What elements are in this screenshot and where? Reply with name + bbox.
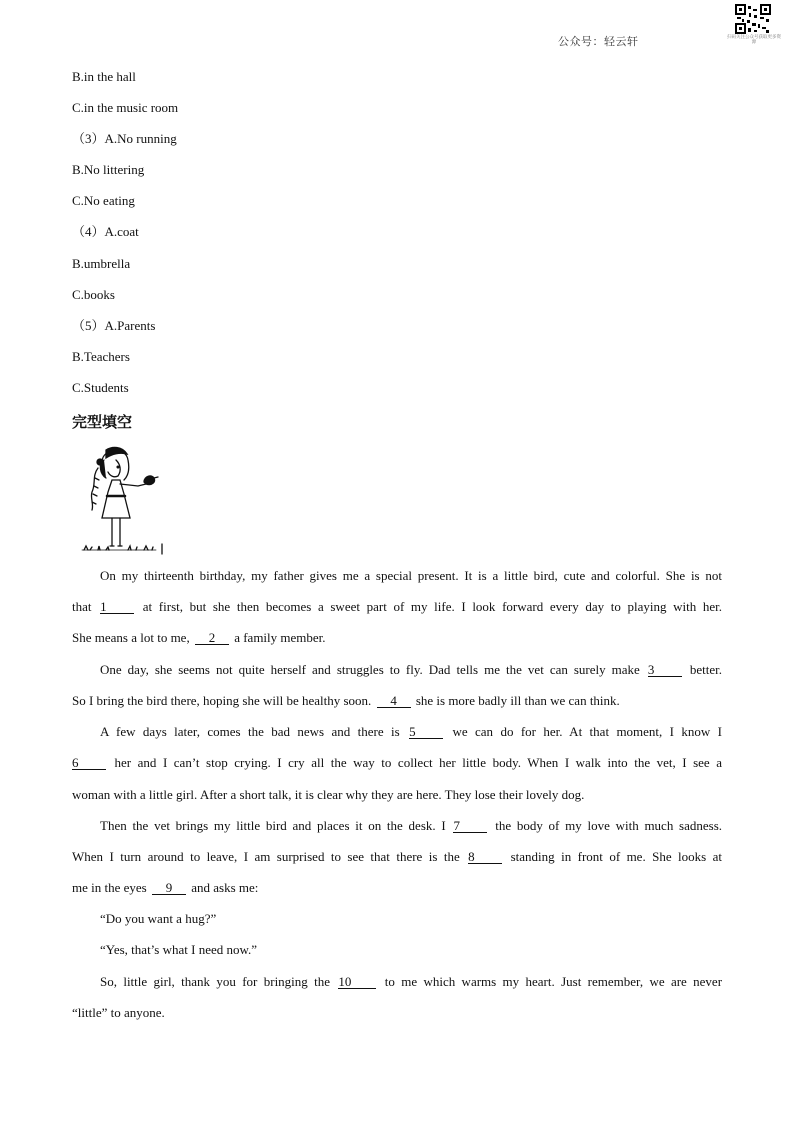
blank-10[interactable]: 10 [338, 975, 376, 989]
passage-text: She means a lot to me, [72, 630, 190, 645]
girl-with-bird-illustration [80, 440, 166, 560]
qr-code-icon [735, 4, 771, 34]
passage-text: she is more badly ill than we can think. [415, 693, 620, 708]
q3-option-a: （3）A.No running [72, 131, 177, 146]
passage-text: and asks me: [191, 880, 259, 895]
blank-6[interactable]: 6 [72, 756, 106, 770]
passage-text: On my thirteenth birthday, my father gives me a special present. It is a little bird, cute and colorful. She is not [100, 568, 722, 583]
passage-line-1 [100, 568, 722, 584]
option-c-music-room: C.in the music room [72, 100, 179, 115]
passage-quote-1 [100, 911, 722, 927]
passage-line-6 [100, 724, 722, 740]
passage-text: standing in front of me. She looks at [510, 849, 723, 864]
passage-line-10 [72, 849, 722, 865]
passage-line-2 [72, 599, 722, 615]
passage-text: a family member. [234, 630, 326, 645]
passage-line-8 [72, 787, 722, 803]
passage-text: “Yes, that’s what I need now.” [100, 942, 258, 957]
passage-line-15 [72, 1005, 722, 1021]
header-tag: 公众号：轻云轩 [558, 35, 639, 48]
passage-text: me in the eyes [72, 880, 147, 895]
passage-quote-2 [100, 942, 722, 958]
blank-9[interactable]: 9 [152, 881, 186, 895]
section-title: 完型填空 [72, 413, 133, 431]
passage-text: “little” to anyone. [72, 1005, 165, 1020]
passage-text: that [72, 599, 92, 614]
passage-text: One day, she seems not quite herself and struggles to fly. Dad tells me the vet can surely make [100, 662, 640, 677]
passage-line-3 [72, 630, 722, 646]
blank-2[interactable]: 2 [195, 631, 229, 645]
passage-line-5 [72, 693, 722, 709]
passage-text: the body of my love with much sadness. [495, 818, 723, 833]
passage-line-7 [72, 755, 722, 771]
qr-caption: 扫码关注公众号获取更多资源 [727, 35, 781, 45]
passage-text: Then the vet brings my little bird and places it on the desk. I [100, 818, 446, 833]
blank-1[interactable]: 1 [100, 600, 134, 614]
blank-5[interactable]: 5 [409, 725, 443, 739]
passage-text: When I turn around to leave, I am surprised to see that there is the [72, 849, 460, 864]
passage-text: “Do you want a hug?” [100, 911, 217, 926]
q5-option-a: （5）A.Parents [72, 318, 156, 333]
q5-option-c: C.Students [72, 380, 129, 395]
passage-text: we can do for her. At that moment, I know I [452, 724, 723, 739]
passage-line-11 [72, 880, 722, 896]
q4-option-c: C.books [72, 287, 115, 302]
passage-text: So, little girl, thank you for bringing the [100, 974, 331, 989]
q4-option-a: （4）A.coat [72, 224, 139, 239]
passage-text: woman with a little girl. After a short talk, it is clear why they are here. They lose their lovely dog. [72, 787, 585, 802]
passage-text: her and I can’t stop crying. I cry all the way to collect her little body. When I walk into the vet, I see a [114, 755, 722, 770]
blank-4[interactable]: 4 [377, 694, 411, 708]
q3-option-b: B.No littering [72, 162, 145, 177]
passage-line-4 [100, 662, 722, 678]
passage-text: A few days later, comes the bad news and there is [100, 724, 400, 739]
passage-text: at first, but she then becomes a sweet part of my life. I look forward every day to playing with her. [142, 599, 723, 614]
passage-line-14 [100, 974, 722, 990]
passage-text: So I bring the bird there, hoping she will be healthy soon. [72, 693, 372, 708]
q3-option-c: C.No eating [72, 193, 135, 208]
blank-7[interactable]: 7 [453, 819, 487, 833]
q4-option-b: B.umbrella [72, 256, 131, 271]
passage-line-9 [100, 818, 722, 834]
q5-option-b: B.Teachers [72, 349, 130, 364]
passage-text: to me which warms my heart. Just remember, we are never [384, 974, 723, 989]
blank-3[interactable]: 3 [648, 663, 682, 677]
passage-text: better. [689, 662, 723, 677]
option-b-hall: B.in the hall [72, 69, 136, 84]
blank-8[interactable]: 8 [468, 850, 502, 864]
